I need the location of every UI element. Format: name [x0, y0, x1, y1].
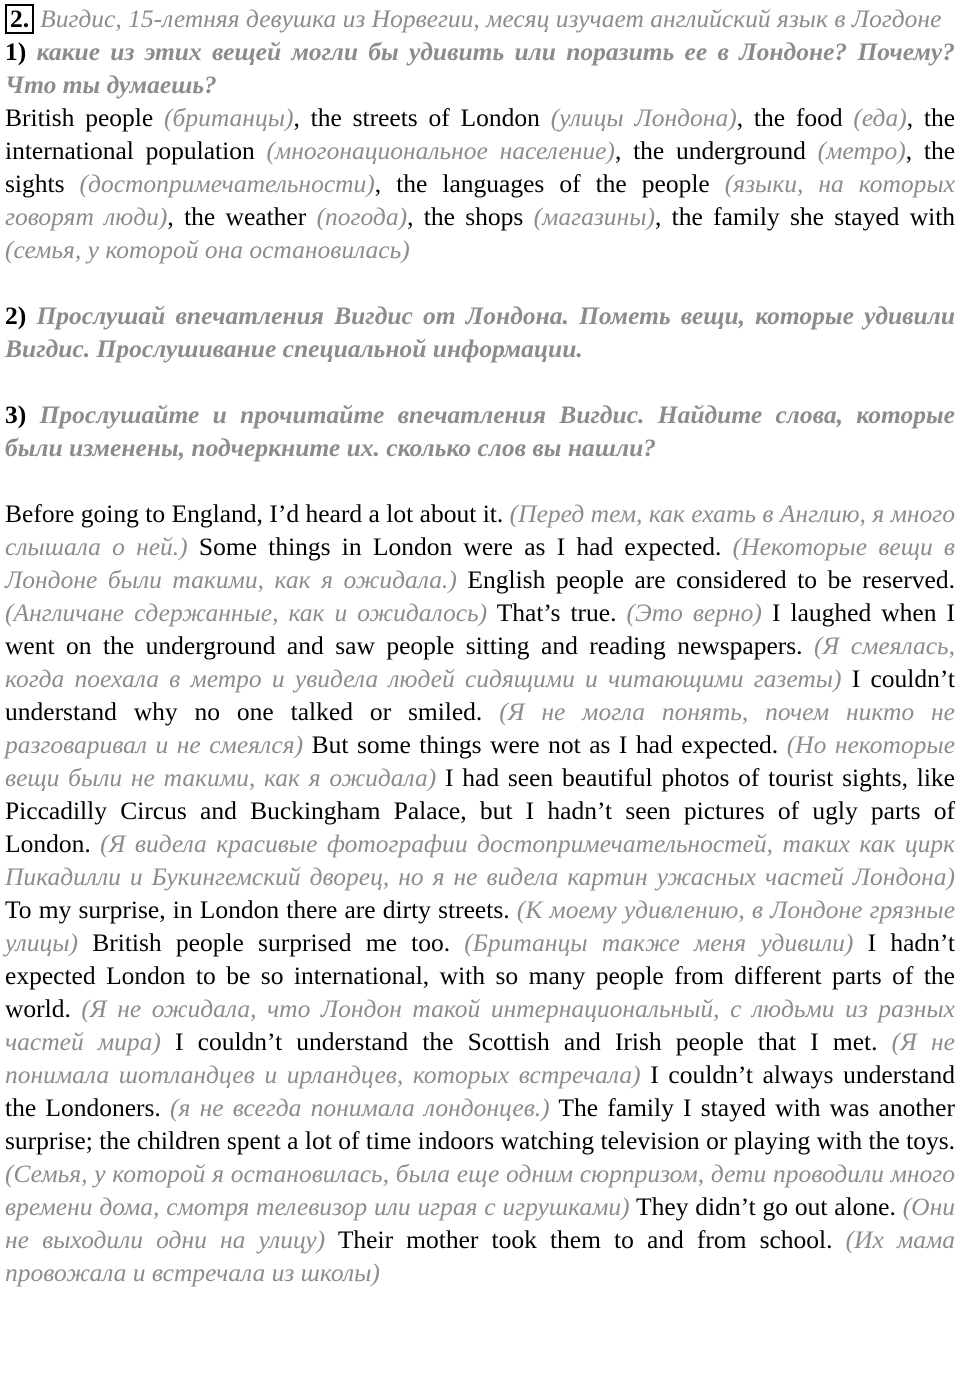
vocab-translation: (метро)	[817, 136, 906, 165]
passage-translation: (Британцы также меня удивили)	[464, 928, 854, 957]
passage-sentence: I couldn’t understand why no one talked or smiled.	[5, 664, 956, 726]
reading-passage	[5, 497, 955, 1289]
vocab-term: the international population	[5, 103, 956, 165]
passage-translation: (я не всегда понимала лондонцев.)	[170, 1093, 550, 1122]
passage-sentence: I had seen beautiful photos of tourist sights, like Piccadilly Circus and Buckingham Palace, but I hadn’t seen pictures of ugly parts of London.	[5, 763, 955, 858]
passage-sentence: They didn’t go out alone.	[636, 1192, 896, 1221]
passage-sentence: British people surprised me too.	[92, 928, 451, 957]
vocabulary-list	[5, 101, 955, 266]
passage-translation: (Я не понимала шотландцев и ирландцев, которых встречала)	[5, 1027, 955, 1089]
task-3	[5, 398, 955, 464]
passage-sentence: English people are considered to be reserved.	[467, 565, 955, 594]
exercise-number: 2.	[5, 4, 34, 34]
vocab-translation: (семья, у которой она остановилась)	[5, 235, 410, 264]
vocab-term: the languages of the people	[396, 169, 710, 198]
passage-sentence: I couldn’t always understand the Londoners.	[5, 1060, 955, 1122]
task-1	[5, 35, 955, 101]
passage-translation: (Я смеялась, когда поехала в метро и увидела людей сидящими и читающими газеты)	[5, 631, 955, 693]
vocab-separator: ,	[905, 136, 924, 165]
spacer	[5, 365, 955, 398]
vocab-translation: (многонациональное население)	[266, 136, 615, 165]
passage-translation: (Англичане сдержанные, как и ожидалось)	[5, 598, 488, 627]
passage-sentence: I couldn’t understand the Scottish and Irish people that I met.	[175, 1027, 878, 1056]
task-1-text: какие из этих вещей могли бы удивить или поразить ее в Лондоне? Почему? Что ты думаешь?	[5, 37, 955, 99]
passage-translation: (Это верно)	[626, 598, 762, 627]
vocab-separator: ,	[614, 136, 634, 165]
vocab-separator: ,	[736, 103, 754, 132]
vocab-separator: ,	[374, 169, 397, 198]
passage-sentence: To my surprise, in London there are dirty streets.	[5, 895, 510, 924]
passage-sentence: I laughed when I went on the underground and saw people sitting and reading newspapers.	[5, 598, 955, 660]
passage-translation: (Я не ожидала, что Лондон такой интернациональный, с людьми из разных частей мира)	[5, 994, 955, 1056]
vocab-translation: (погода)	[316, 202, 408, 231]
vocab-term: British people	[5, 103, 154, 132]
vocab-translation: (улицы Лондона)	[550, 103, 737, 132]
passage-sentence: Before going to England, I’d heard a lot about it.	[5, 499, 504, 528]
passage-translation: (Я не могла понять, почем никто не разговаривал и не смеялся)	[5, 697, 955, 759]
task-3-number: 3)	[5, 400, 27, 429]
vocab-translation: (магазины)	[533, 202, 655, 231]
vocab-translation: (достопримечательности)	[79, 169, 375, 198]
vocab-translation: (языки, на которых говорят люди)	[5, 169, 956, 231]
vocab-separator: ,	[654, 202, 672, 231]
passage-translation: (Их мама провожала и встречала из школы)	[5, 1225, 956, 1287]
passage-sentence: The family I stayed with was another surprise; the children spent a lot of time indoors watching television or playing with the toys.	[5, 1093, 955, 1155]
vocab-term: the food	[753, 103, 843, 132]
vocab-separator: ,	[167, 202, 185, 231]
vocab-term: the streets of London	[310, 103, 540, 132]
passage-sentence: Some things in London were as I had expected.	[198, 532, 722, 561]
spacer	[5, 266, 955, 299]
passage-sentence: I hadn’t expected London to be so international, with so many people from different parts of the world.	[5, 928, 955, 1023]
passage-sentence: But some things were not as I had expected.	[311, 730, 779, 759]
task-2-text: Прослушай впечатления Вигдис от Лондона. Пометь вещи, которые удивили Вигдис. Прослушивание специальной информации.	[5, 301, 956, 363]
task-2	[5, 299, 955, 365]
spacer	[5, 464, 955, 497]
passage-translation: (Семья, у которой я остановилась, была еще одним сюрпризом, дети проводили много времени дома, смотря телевизор или играя с игрушками)	[5, 1159, 955, 1221]
passage-translation: (Они не выходили одни на улицу)	[5, 1192, 955, 1254]
vocab-separator: ,	[906, 103, 924, 132]
passage-translation: (Но некоторые вещи были не такими, как я ожидала)	[5, 730, 956, 792]
vocab-translation: (еда)	[853, 103, 907, 132]
task-2-number: 2)	[5, 301, 27, 330]
vocab-term: the shops	[423, 202, 524, 231]
passage-translation: (К моему удивлению, в Лондоне грязные улицы)	[5, 895, 956, 957]
task-3-text: Прослушайте и прочитайте впечатления Вигдис. Найдите слова, которые были изменены, подчеркните их. сколько слов вы нашли?	[5, 400, 956, 462]
vocab-separator: ,	[407, 202, 424, 231]
exercise-intro	[5, 2, 955, 35]
passage-sentence: Their mother took them to and from school.	[337, 1225, 833, 1254]
passage-translation: (Я видела красивые фотографии достопримечательностей, таких как цирк Пикадилли и Букингемский дворец, но я не видела картин ужасных частей Лондона)	[5, 829, 956, 891]
vocab-translation: (британцы)	[164, 103, 294, 132]
intro-text: Вигдис, 15-летняя девушка из Норвегии, месяц изучает английский язык в Логдоне	[40, 4, 942, 33]
vocab-term: the underground	[633, 136, 806, 165]
vocab-term: the family she stayed with	[671, 202, 956, 231]
passage-sentence: That’s true.	[496, 598, 617, 627]
task-1-number: 1)	[5, 37, 27, 66]
vocab-term: the weather	[184, 202, 307, 231]
vocab-separator: ,	[293, 103, 311, 132]
passage-translation: (Некоторые вещи в Лондоне были такими, как я ожидала.)	[5, 532, 956, 594]
vocab-term: the sights	[5, 136, 956, 198]
passage-translation: (Перед тем, как ехать в Англию, я много слышала о ней.)	[5, 499, 955, 561]
